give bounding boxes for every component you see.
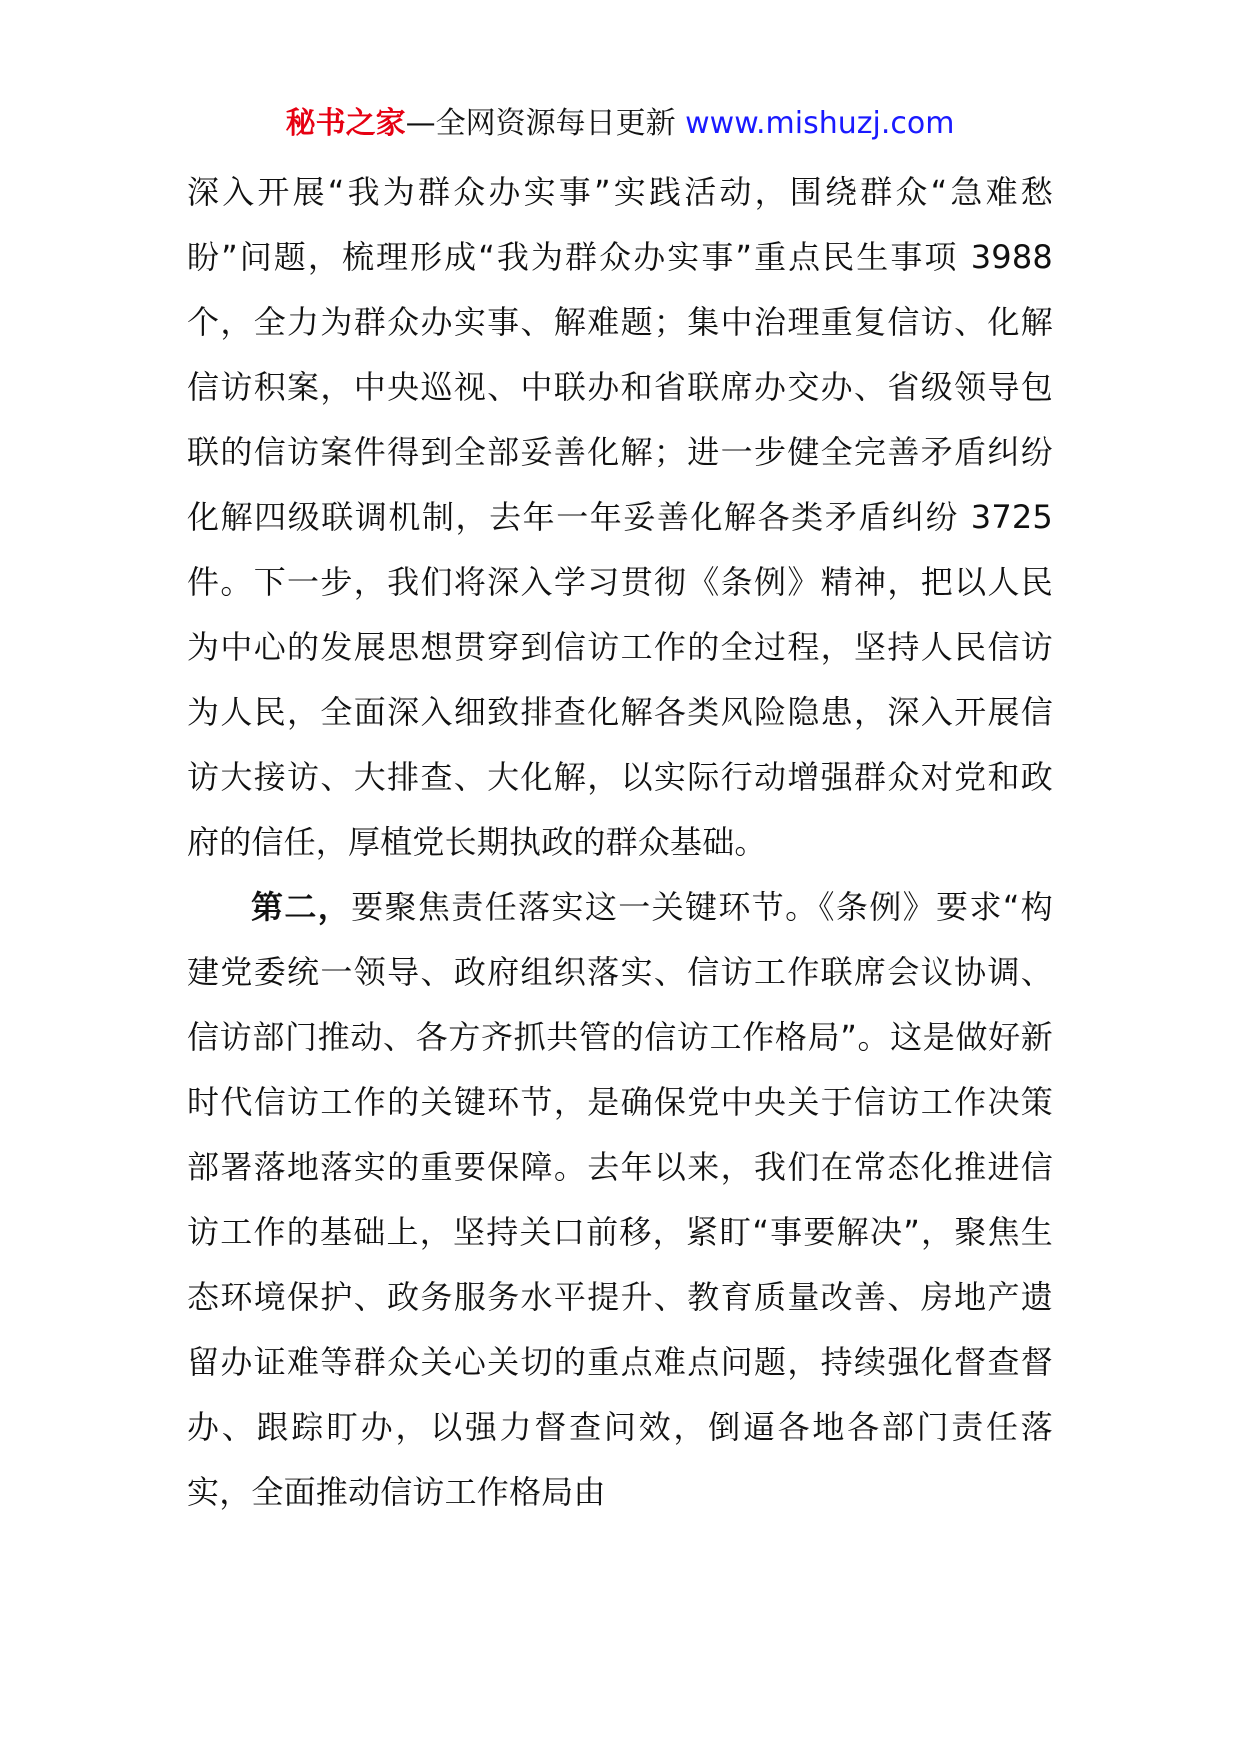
document-body (187, 160, 1053, 1525)
paragraph-1-text: 深入开展“我为群众办实事”实践活动，围绕群众“急难愁盼”问题，梳理形成“我为群众办实事”重点民生事项 3988 个，全力为群众办实事、解难题；集中治理重复信访、化解信访积案，中央巡视、中联办和省联席办交办、省级领导包联的信访案件得到全部妥善化解；进一步健全完善矛盾纠纷化解四级联调机制，去年一年妥善化解各类矛盾纠纷 3725 件。下一步，我们将深入学习贯彻《条例》精神，把以人民为中心的发展思想贯穿到信访工作的全过程，坚持人民信访为人民，全面深入细致排查化解各类风险隐患，深入开展信访大接访、大排查、大化解，以实际行动增强群众对党和政府的信任，厚植党长期执政的群众基础。 (187, 173, 1053, 861)
paragraph-2-lead: 第二， (251, 888, 352, 926)
header-tagline: —全网资源每日更新 (405, 106, 686, 141)
brand-name: 秘书之家 (285, 106, 406, 141)
paragraph-2-text: 要聚焦责任落实这一关键环节。《条例》要求“构建党委统一领导、政府组织落实、信访工作联席会议协调、信访部门推动、各方齐抓共管的信访工作格局”。这是做好新时代信访工作的关键环节，是确保党中央关于信访工作决策部署落地落实的重要保障。去年以来，我们在常态化推进信访工作的基础上，坚持关口前移，紧盯“事要解决”，聚焦生态环境保护、政务服务水平提升、教育质量改善、房地产遗留办证难等群众关心关切的重点难点问题，持续强化督查督办、跟踪盯办，以强力督查问效，倒逼各地各部门责任落实，全面推动信访工作格局由 (187, 888, 1053, 1511)
site-link[interactable]: www.mishuzj.com (685, 106, 955, 141)
watermark-header (0, 104, 1240, 144)
paragraph-1 (187, 160, 1053, 875)
paragraph-2 (187, 875, 1053, 1525)
